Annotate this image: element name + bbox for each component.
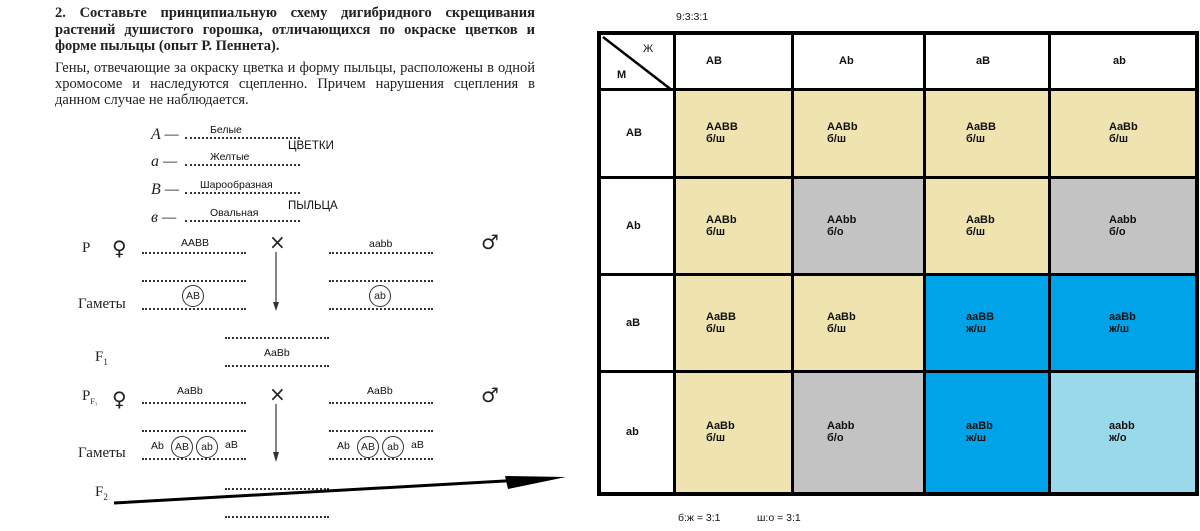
phenotype: б/ш <box>706 133 726 145</box>
p-label: P <box>82 240 91 256</box>
phenotype: ж/о <box>1109 432 1127 445</box>
task-title: 2. Составьте принципиальную схему дигибридного скрещивания растений душистого горошка, отличающихся по окраске цветков и форме пыльцы (опыт Р. Пеннета). <box>55 5 535 54</box>
pf1-text: P <box>82 388 91 404</box>
punnett-cell <box>675 89 793 177</box>
punnett-cell <box>675 177 793 274</box>
pollen-ratio: ш:о = 3:1 <box>757 512 801 524</box>
gene-trait: Белые <box>210 124 242 136</box>
punnett-cell <box>1050 89 1198 177</box>
punnett-cell <box>925 89 1050 177</box>
phenotype: б/ш <box>966 133 986 145</box>
gene-trait: Желтые <box>210 151 250 163</box>
row-header: AB <box>599 89 675 177</box>
row-header: aB <box>599 274 675 371</box>
gamete-circle: ab <box>382 436 404 458</box>
col-header: AB <box>675 33 793 89</box>
punnett-square <box>597 31 1199 496</box>
genotype: AaBb <box>966 213 995 226</box>
f1-genotype: AaBb <box>264 347 290 359</box>
phenotype: б/ш <box>827 133 847 145</box>
phenotype: б/о <box>827 225 844 238</box>
phenotype: б/ш <box>1109 133 1129 145</box>
group-flowers: ЦВЕТКИ <box>288 140 334 152</box>
row-header: ab <box>599 371 675 494</box>
genotype: aabb <box>1109 420 1135 433</box>
task-text: Гены, отвечающие за окраску цветка и форму пыльцы, расположены в одной хромосоме и наследуются сцепленно. Причем нарушения сцепления в данном случае не наблюдается. <box>55 60 535 108</box>
phenotype: б/ш <box>706 225 726 238</box>
table-row <box>599 89 1197 177</box>
male-icon: ♂ <box>481 230 499 254</box>
female-icon: ♀ <box>112 387 127 411</box>
gene-symbol: B — <box>151 181 179 198</box>
gamete: Ab <box>151 440 164 452</box>
genotype: AABb <box>827 121 858 133</box>
gametes-label: Гаметы <box>78 445 126 461</box>
f1-text: F <box>95 349 104 365</box>
gene-symbol: a — <box>151 153 178 170</box>
phenotype: ж/ш <box>966 322 987 335</box>
female-corner: Ж <box>643 43 654 55</box>
genotype: AABb <box>706 213 737 226</box>
table-row <box>599 371 1197 494</box>
genotype: AaBb <box>1109 121 1138 133</box>
male-icon: ♂ <box>481 383 499 407</box>
arrow-head <box>505 476 566 489</box>
phenotype: б/ш <box>827 322 847 335</box>
gamete-circle: AB <box>357 436 379 458</box>
col-header: Ab <box>793 33 925 89</box>
genotype: AAbb <box>827 213 857 226</box>
arrow-head <box>273 452 279 462</box>
f2-text: F <box>95 484 104 500</box>
gamete: Ab <box>337 440 350 452</box>
punnett-cell <box>925 371 1050 494</box>
f1-sub: 1 <box>103 357 108 367</box>
pf1-female-genotype: AaBb <box>177 385 203 397</box>
p-male-genotype: aabb <box>369 238 393 250</box>
table-row <box>599 274 1197 371</box>
punnett-cell <box>793 177 925 274</box>
punnett-cell <box>1050 274 1198 371</box>
punnett-cell <box>925 274 1050 371</box>
gamete-circle: AB <box>182 285 204 307</box>
pf1-male-genotype: AaBb <box>367 385 393 397</box>
genotype: aaBb <box>966 420 993 433</box>
punnett-cell <box>793 371 925 494</box>
phenotype: б/о <box>827 432 844 445</box>
gene-symbol: в — <box>151 209 177 226</box>
pf1-sub: F₁ <box>90 397 98 406</box>
color-ratio: б:ж = 3:1 <box>678 512 721 524</box>
genotype: AABB <box>706 121 738 133</box>
diagonal-line <box>601 35 673 91</box>
f2-sub: 2 <box>103 492 108 502</box>
genotype: Aabb <box>827 420 855 433</box>
gamete-circle: ab <box>369 285 391 307</box>
arrow-right-icon <box>114 479 540 503</box>
punnett-cell <box>925 177 1050 274</box>
gene-trait: Овальная <box>210 207 259 219</box>
table-row <box>599 177 1197 274</box>
genotype: AaBb <box>827 310 856 323</box>
col-header: aB <box>925 33 1050 89</box>
punnett-cell <box>675 274 793 371</box>
cross-icon: × <box>269 230 286 254</box>
row-header: Ab <box>599 177 675 274</box>
punnett-cell <box>1050 177 1198 274</box>
genotype: AaBB <box>706 310 736 323</box>
phenotype: б/ш <box>706 322 726 335</box>
arrow-head <box>273 302 279 311</box>
gamete: aB <box>411 439 424 451</box>
phenotype: б/ш <box>706 432 726 445</box>
corner-cell <box>599 33 675 89</box>
group-pollen: ПЫЛЬЦА <box>288 200 338 212</box>
cross-icon: × <box>269 382 286 406</box>
gametes-label: Гаметы <box>78 296 126 312</box>
punnett-cell <box>1050 371 1198 494</box>
gamete: aB <box>225 439 238 451</box>
p-female-genotype: AABB <box>181 237 210 249</box>
punnett-cell <box>675 371 793 494</box>
genotype: aaBB <box>966 310 995 323</box>
gamete-circle: AB <box>171 436 193 458</box>
punnett-cell <box>793 89 925 177</box>
male-corner: М <box>617 69 627 81</box>
phenotype: ж/ш <box>966 432 987 445</box>
genotype: Aabb <box>1109 213 1137 226</box>
female-icon: ♀ <box>112 236 127 260</box>
genotype: AaBB <box>966 121 996 133</box>
gamete-circle: ab <box>196 436 218 458</box>
ratio-label: 9:3:3:1 <box>676 11 709 23</box>
genotype: aaBb <box>1109 310 1136 323</box>
col-header: ab <box>1050 33 1198 89</box>
gene-symbol: A — <box>151 126 179 143</box>
phenotype: б/ш <box>966 225 986 238</box>
genotype: AaBb <box>706 420 735 433</box>
phenotype: ж/ш <box>1109 322 1130 335</box>
punnett-cell <box>793 274 925 371</box>
phenotype: б/о <box>1109 225 1126 238</box>
gene-trait: Шарообразная <box>200 179 273 191</box>
